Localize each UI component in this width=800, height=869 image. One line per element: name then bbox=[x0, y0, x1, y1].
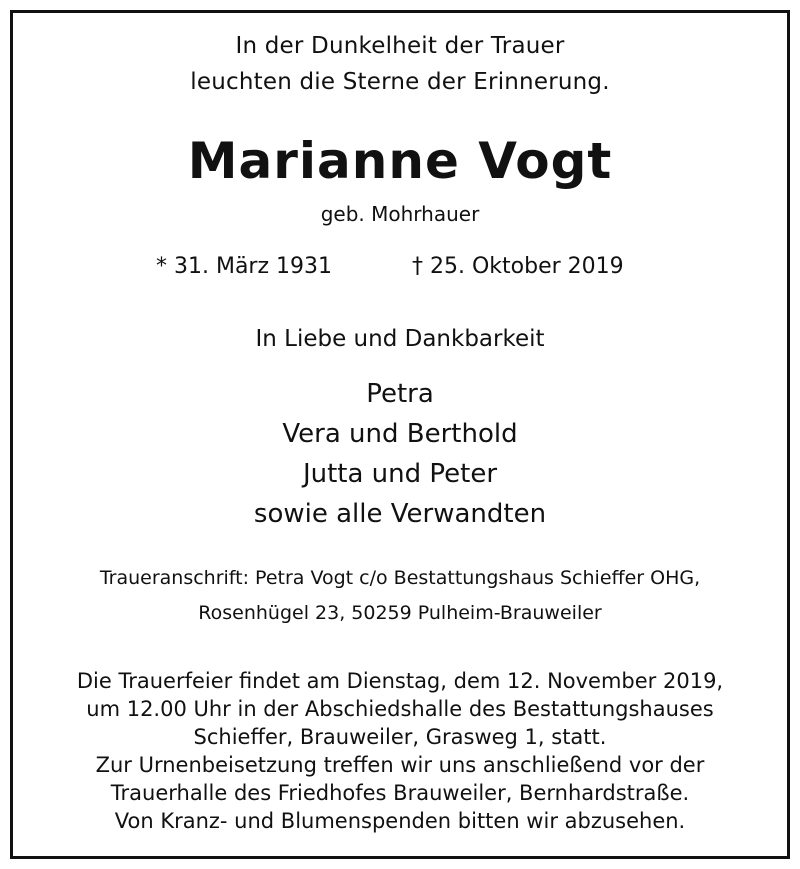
mourning-address-line-1: Traueranschrift: Petra Vogt c/o Bestattungshaus Schieffer OHG, bbox=[99, 567, 701, 589]
service-info-line: Schieffer, Brauweiler, Grasweg 1, statt. bbox=[193, 725, 607, 749]
service-info-line: Trauerhalle des Friedhofes Brauweiler, Bernhardstraße. bbox=[110, 781, 690, 805]
motto-line-1: In der Dunkelheit der Trauer bbox=[235, 33, 565, 59]
mourning-address-line-2: Rosenhügel 23, 50259 Pulheim-Brauweiler bbox=[198, 602, 602, 624]
service-info-line: Von Kranz- und Blumenspenden bitten wir abzusehen. bbox=[114, 809, 686, 833]
mourner-name: sowie alle Verwandten bbox=[253, 499, 547, 529]
service-info-line: Zur Urnenbeisetzung treffen wir uns anschließend vor der bbox=[95, 753, 705, 777]
deceased-name: Marianne Vogt bbox=[187, 132, 613, 190]
motto-line-2: leuchten die Sterne der Erinnerung. bbox=[190, 69, 610, 95]
mourner-name: Jutta und Peter bbox=[302, 459, 498, 489]
service-info-line: Die Trauerfeier findet am Dienstag, dem 12. November 2019, bbox=[76, 669, 724, 693]
birth-date: * 31. März 1931 bbox=[156, 254, 333, 279]
mourners-intro: In Liebe und Dankbarkeit bbox=[255, 326, 545, 352]
mourner-name: Petra bbox=[366, 379, 434, 409]
maiden-name: geb. Mohrhauer bbox=[320, 202, 480, 226]
service-info-line: um 12.00 Uhr in der Abschiedshalle des Bestattungshauses bbox=[86, 697, 714, 721]
death-date: † 25. Oktober 2019 bbox=[412, 254, 624, 279]
mourner-name: Vera und Berthold bbox=[282, 419, 518, 449]
